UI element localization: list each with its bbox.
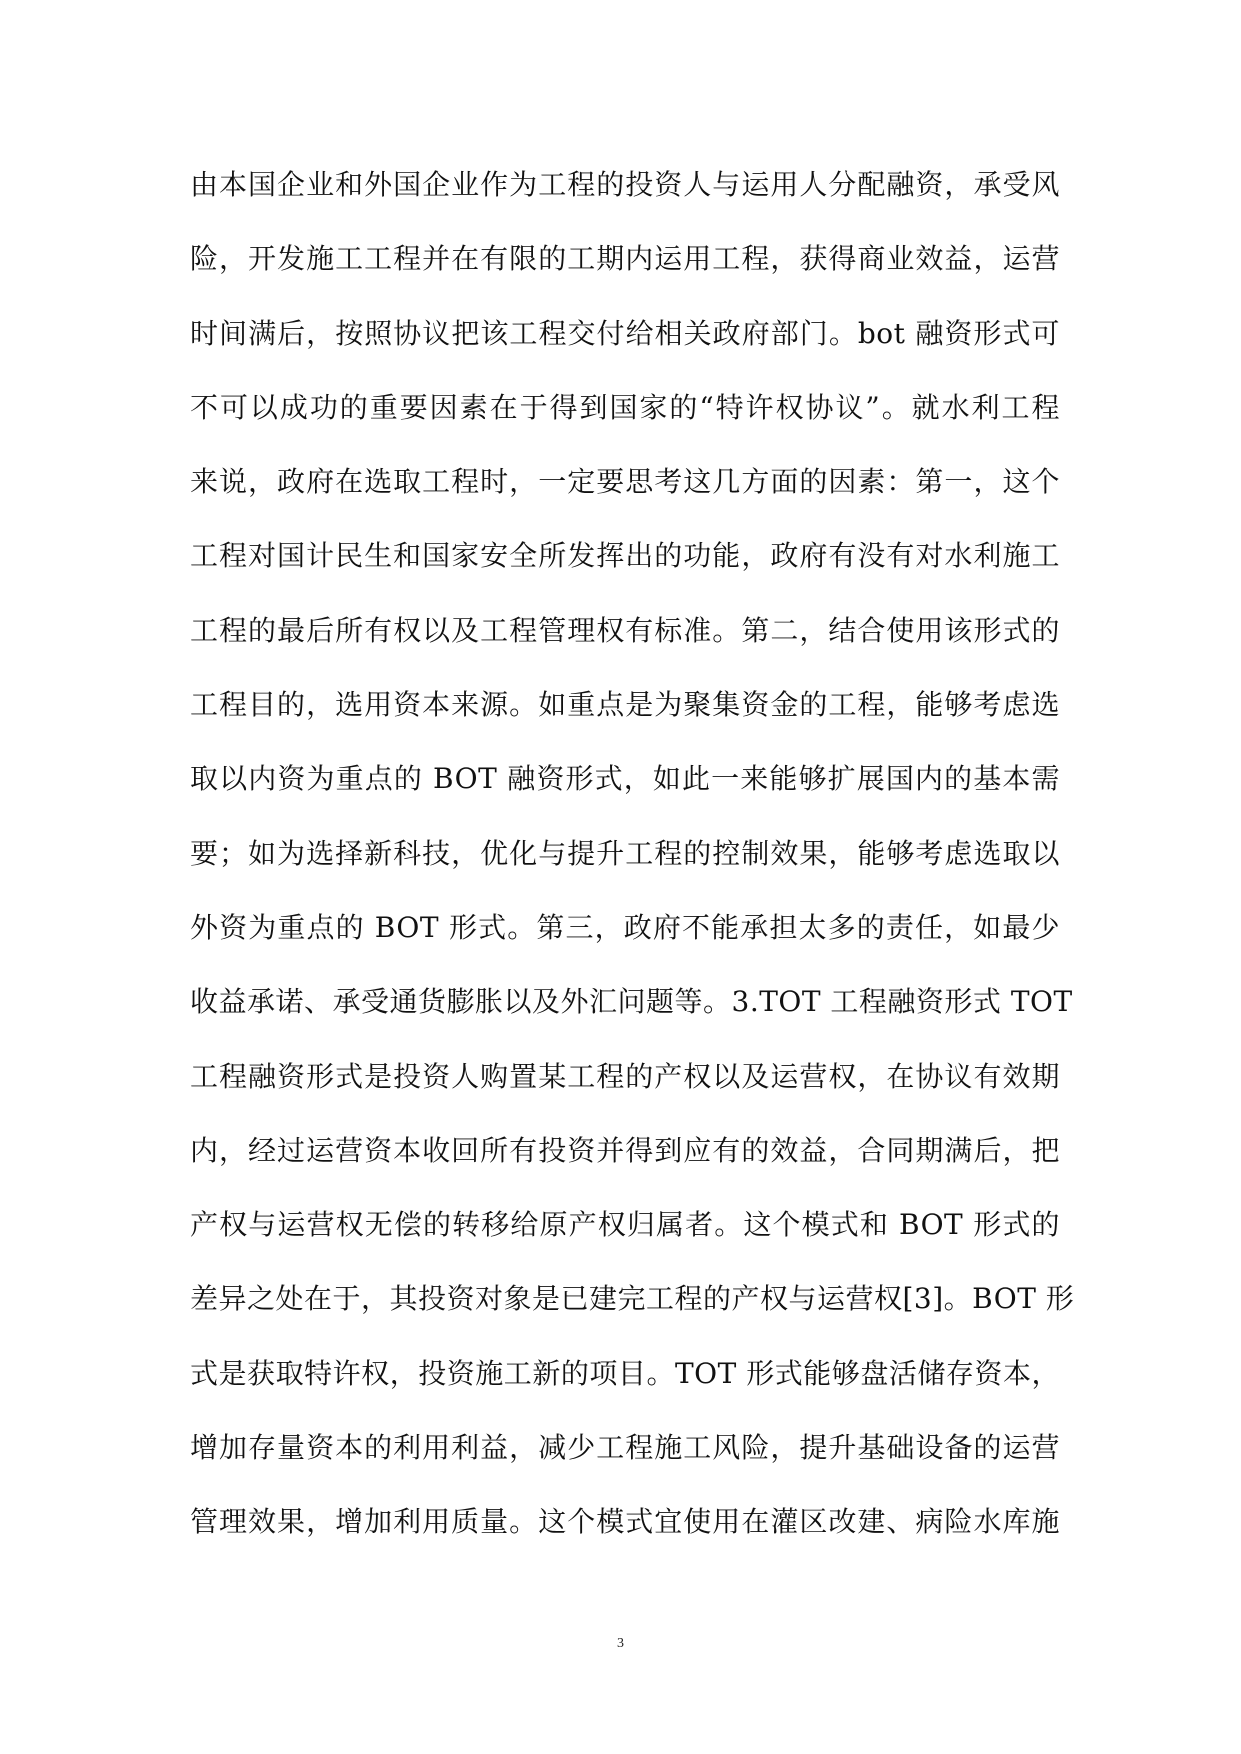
text-line: 式是获取特许权，投资施工新的项目。TOT 形式能够盘活储存资本， [190, 1356, 1060, 1390]
text-line: 工程对国计民生和国家安全所发挥出的功能，政府有没有对水利施工 [190, 539, 1060, 573]
text-line: 产权与运营权无偿的转移给原产权归属者。这个模式和 BOT 形式的 [190, 1208, 1060, 1242]
text-line: 工程目的，选用资本来源。如重点是为聚集资金的工程，能够考虑选 [190, 688, 1060, 722]
text-line: 差异之处在于，其投资对象是已建完工程的产权与运营权[3]。BOT 形 [190, 1282, 1075, 1316]
text-line: 外资为重点的 BOT 形式。第三，政府不能承担太多的责任，如最少 [190, 910, 1060, 944]
text-line: 要；如为选择新科技，优化与提升工程的控制效果，能够考虑选取以 [190, 836, 1060, 870]
text-line: 管理效果，增加利用质量。这个模式宜使用在灌区改建、病险水库施 [190, 1505, 1060, 1539]
text-line: 由本国企业和外国企业作为工程的投资人与运用人分配融资，承受风 [190, 168, 1060, 201]
text-line: 内，经过运营资本收回所有投资并得到应有的效益，合同期满后，把 [190, 1133, 1060, 1167]
text-line: 险，开发施工工程并在有限的工期内运用工程，获得商业效益，运营 [190, 242, 1060, 276]
text-line: 收益承诺、承受通货膨胀以及外汇问题等。3.TOT 工程融资形式 TOT [190, 985, 1073, 1019]
text-line: 来说，政府在选取工程时，一定要思考这几方面的因素：第一，这个 [190, 465, 1060, 499]
text-line: 时间满后，按照协议把该工程交付给相关政府部门。bot 融资形式可 [190, 316, 1060, 350]
text-line: 工程融资形式是投资人购置某工程的产权以及运营权，在协议有效期 [190, 1059, 1060, 1093]
text-line: 不可以成功的重要因素在于得到国家的“特许权协议”。就水利工程 [190, 390, 1060, 424]
text-line: 取以内资为重点的 BOT 融资形式，如此一来能够扩展国内的基本需 [190, 762, 1060, 796]
page-number: 3 [617, 1636, 624, 1651]
text-line: 工程的最后所有权以及工程管理权有标准。第二，结合使用该形式的 [190, 613, 1060, 647]
body-text [190, 148, 1075, 1560]
text-line: 增加存量资本的利用利益，减少工程施工风险，提升基础设备的运营 [190, 1431, 1060, 1465]
